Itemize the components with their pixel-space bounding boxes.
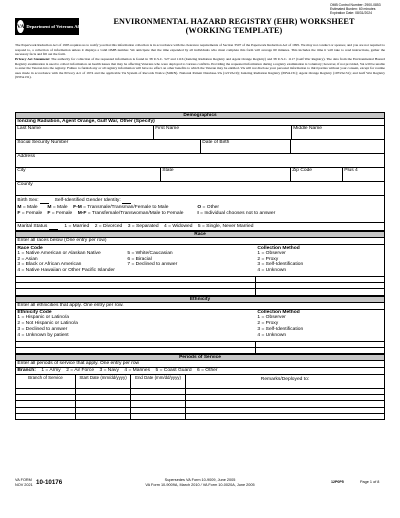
address-field[interactable]: Address bbox=[17, 154, 36, 160]
branch-codes-row bbox=[15, 368, 385, 375]
footer-form-number: 10-10176 bbox=[36, 479, 63, 486]
gender-male-fm: M = Male F-M = Transmale/Transman/Female to Male bbox=[47, 205, 169, 211]
last-name-field[interactable]: Last Name bbox=[16, 126, 154, 139]
race-method: 4 = Unknown bbox=[257, 268, 287, 274]
footer-code: 12P0P5 bbox=[331, 480, 344, 484]
footer-date: NOV 2021 bbox=[15, 482, 33, 487]
marital-status-input[interactable] bbox=[49, 226, 58, 231]
race-code-grid bbox=[17, 251, 257, 275]
ethnicity-method: 3 = Self-Identification bbox=[257, 326, 304, 332]
sex-gender-block bbox=[15, 196, 385, 223]
marital-married: 1 = Married bbox=[64, 224, 90, 230]
name-row bbox=[15, 126, 385, 140]
omb-burden: Estimated Burden: 60 minutes bbox=[330, 7, 376, 12]
race-method-input[interactable] bbox=[256, 289, 384, 295]
col-remarks: Remarks/Deployed to: bbox=[260, 376, 310, 382]
paperwork-notice: The Paperwork Reduction Act of 1995 requires us to notify you that this information collection is in accordance with the clearance requirements of Section 3507 of the Paperwork Reduction Act of 1995. We may not conduct or sponsor, and you are not required to respond to, a collection of information unless it displays a valid OMB number. We anticipate that the time expended by all individuals who must complete this form will average 60 minutes. This includes the time it will take to read instructions, gather the necessary facts and fill out the form. bbox=[15, 43, 385, 57]
va-header-badge bbox=[15, 18, 88, 35]
ethnicity-instruction: Enter all ethnicities that apply. One entry per row. bbox=[15, 303, 385, 310]
birth-sex-label: Birth Sex: bbox=[17, 198, 39, 203]
form-title bbox=[98, 17, 370, 36]
middle-name-field[interactable]: Middle Name bbox=[293, 126, 322, 132]
marital-single: 5 = Single, Never Married bbox=[197, 224, 254, 230]
branch-army: 1 = Army bbox=[41, 368, 61, 374]
ethnicity-code: 4 = Unknown by patient bbox=[17, 332, 69, 338]
ethnicity-entry-row bbox=[15, 348, 385, 354]
remarks-input[interactable] bbox=[186, 414, 384, 420]
race-code: 5 = White/Caucasian bbox=[127, 250, 173, 256]
marital-status-row bbox=[15, 223, 385, 231]
state-field[interactable]: State bbox=[161, 168, 291, 181]
gender-decline: I = Individual chooses not to answer bbox=[197, 211, 276, 217]
gender-female-mf: F = Female M-F = Transfemale/Transwoman/Male to Female bbox=[47, 211, 184, 217]
branch-label: Branch: bbox=[17, 368, 36, 374]
ethnicity-code: 2 = Not Hispanic or Latino/a bbox=[17, 321, 78, 327]
col-branch: Branch of Service bbox=[16, 375, 76, 388]
footer-supersedes-1: Supersedes VA Form 10-9009, June 2005 bbox=[164, 478, 236, 482]
col-start-date: Start Date (mm/dd/yyyy) bbox=[76, 375, 131, 388]
registry-line[interactable]: Ionizing Radiation, Agent Orange, Gulf War, Other (Specify) bbox=[15, 119, 385, 126]
race-instruction: Enter all races below (One entry per row) bbox=[15, 238, 385, 245]
gender-identity-label: Self-Identified Gender Identity: bbox=[54, 198, 121, 203]
zip-field[interactable]: Zip Code bbox=[291, 168, 343, 181]
ethnicity-method: 2 = Proxy bbox=[257, 321, 279, 327]
service-entry-row bbox=[15, 414, 385, 420]
county-row bbox=[15, 182, 385, 196]
service-band: Periods of Service bbox=[15, 354, 385, 361]
county-field[interactable]: County bbox=[17, 182, 33, 188]
ethnicity-method-head: Collection Method bbox=[257, 310, 300, 316]
branch-other: 6 = Other bbox=[196, 368, 218, 374]
footer-form-label bbox=[15, 478, 33, 487]
ssn-field[interactable]: Social Security Number bbox=[16, 140, 201, 153]
form-footer bbox=[15, 478, 385, 498]
address-row bbox=[15, 154, 385, 168]
branch-air-force: 2 = Air Force bbox=[66, 368, 95, 374]
race-method-column bbox=[257, 246, 382, 276]
race-code-head: Race Code bbox=[17, 245, 43, 251]
ethnicity-code: 3 = Declined to answer bbox=[17, 326, 68, 332]
omb-expiration: Expiration Date: 08/31/2024 bbox=[330, 11, 373, 16]
marital-divorced: 2 = Divorced bbox=[94, 224, 123, 230]
gender-identity-input[interactable] bbox=[122, 199, 131, 204]
birth-sex-input[interactable] bbox=[40, 199, 49, 204]
form-body bbox=[15, 112, 385, 420]
race-code-input[interactable] bbox=[16, 289, 256, 295]
col-end-date: End Date (mm/dd/yyyy) bbox=[131, 375, 186, 388]
sex-gender-line bbox=[17, 198, 382, 204]
first-name-field[interactable]: First Name bbox=[154, 126, 292, 139]
ethnicity-code-input[interactable] bbox=[16, 348, 256, 354]
race-codes-right bbox=[127, 251, 257, 275]
ssn-row bbox=[15, 140, 385, 154]
ethnicity-code-column bbox=[17, 310, 257, 340]
race-code: 1 = Native American or Alaskan Native bbox=[17, 250, 101, 256]
race-code-column bbox=[17, 246, 257, 276]
race-code: 7 = Declined to answer bbox=[127, 262, 178, 268]
service-instruction: Enter all periods of service that apply. One entry per row bbox=[15, 361, 385, 368]
marital-status-label: Marital Status bbox=[17, 224, 48, 230]
ethnicity-codes-block bbox=[15, 310, 385, 342]
sex-female: F = Female bbox=[17, 211, 43, 217]
race-codes-block bbox=[15, 245, 385, 277]
privacy-notice bbox=[15, 57, 385, 80]
ethnicity-method-input[interactable] bbox=[256, 348, 384, 354]
start-date-input[interactable] bbox=[76, 414, 131, 420]
branch-input[interactable] bbox=[16, 414, 76, 420]
gender-codes bbox=[17, 205, 382, 217]
agency-name: Department of Veterans Affairs bbox=[26, 24, 88, 29]
city-field[interactable]: City bbox=[16, 168, 161, 181]
end-date-input[interactable] bbox=[131, 414, 186, 420]
ethnicity-code: 1 = Hispanic or Latino/a bbox=[17, 315, 69, 321]
ethnicity-code-head: Ethnicity Code bbox=[17, 310, 52, 316]
privacy-label: Privacy Act Statement: bbox=[15, 57, 50, 62]
footer-supersedes-2: VA Form 10-9009A, March 2010 / VA Form 10-0020A, June 2005 bbox=[145, 482, 255, 487]
race-code: 6 = Biracial bbox=[127, 256, 152, 262]
privacy-text: The authority for collection of the requested information is found in 38 U.S.C. 527 and 1116 (Ionizing Radiation Registry and Agent Orange Registry) and 38 U.S.C. 1117 (Gulf War Registry). The data from the Environmental Hazard Registry examination is used to collect information on health issues that may be affecting Veterans who were deployed to various conflicts. Providing the requested information during a registry examination is voluntary; however, if not provided, VA will be unable to enter the Veteran into the registry. Failure to furnish any or all registry information will have no effect on other benefits to which the Veteran may be entitled. VA will not disclose your personal information to third parties without your consent, except for routine uses made in accordance with the Privacy Act of 1974 and the applicable VA System of Records Notice (SORN). National Patient Database-VA (121VA19); Ionizing Radiation Registry (69VA131); Agent Orange Registry (105VA131); and Gulf War Registry (93VA131). bbox=[15, 57, 385, 80]
gender-other: O = Other bbox=[197, 205, 220, 211]
omb-info bbox=[330, 3, 381, 16]
race-band: Race bbox=[15, 231, 385, 238]
race-entry-row bbox=[15, 289, 385, 295]
race-codes-left bbox=[17, 251, 127, 275]
ssn-row-blank bbox=[291, 140, 384, 153]
notices bbox=[15, 43, 385, 81]
form-title-line1: ENVIRONMENTAL HAZARD REGISTRY (EHR) WORKSHEET bbox=[113, 17, 355, 26]
race-code: 2 = Asian bbox=[17, 256, 38, 262]
form-title-line2: (WORKING TEMPLATE) bbox=[185, 26, 283, 36]
ethnicity-band: Ethnicity bbox=[15, 296, 385, 303]
branch-marines: 4 = Marines bbox=[124, 368, 151, 374]
sex-male: M = Male bbox=[17, 205, 38, 211]
marital-separated: 3 = Separated bbox=[127, 224, 159, 230]
race-method-head: Collection Method bbox=[257, 245, 300, 251]
race-method: 3 = Self-Identification bbox=[257, 262, 304, 268]
marital-widowed: 4 = Widowed bbox=[164, 224, 193, 230]
service-header-row bbox=[15, 375, 385, 389]
race-code: 4 = Native Hawaiian or Other Pacific Islander bbox=[17, 268, 115, 274]
ethnicity-method: 4 = Unknown bbox=[257, 332, 287, 338]
city-row bbox=[15, 168, 385, 182]
race-code: 3 = Black or African American bbox=[17, 262, 82, 268]
footer-va-form: VA FORM bbox=[15, 478, 32, 482]
ethnicity-method: 1 = Observer bbox=[257, 315, 286, 321]
footer-supersedes bbox=[105, 478, 295, 487]
footer-page: Page 1 of 8 bbox=[360, 480, 380, 484]
demographics-band: Demographics bbox=[15, 112, 385, 119]
plus4-field[interactable]: Plus 4 bbox=[344, 168, 358, 174]
race-method: 1 = Observer bbox=[257, 250, 286, 256]
branch-coast-guard: 5 = Coast Guard bbox=[155, 368, 192, 374]
omb-control-number: OMB Control Number: 2900-0853 bbox=[330, 3, 381, 7]
race-method: 2 = Proxy bbox=[257, 256, 279, 262]
branch-navy: 3 = Navy bbox=[99, 368, 119, 374]
dob-field[interactable]: Date of Birth bbox=[201, 140, 291, 153]
ethnicity-method-column bbox=[257, 310, 382, 340]
va-logo-icon: VA bbox=[17, 20, 24, 33]
